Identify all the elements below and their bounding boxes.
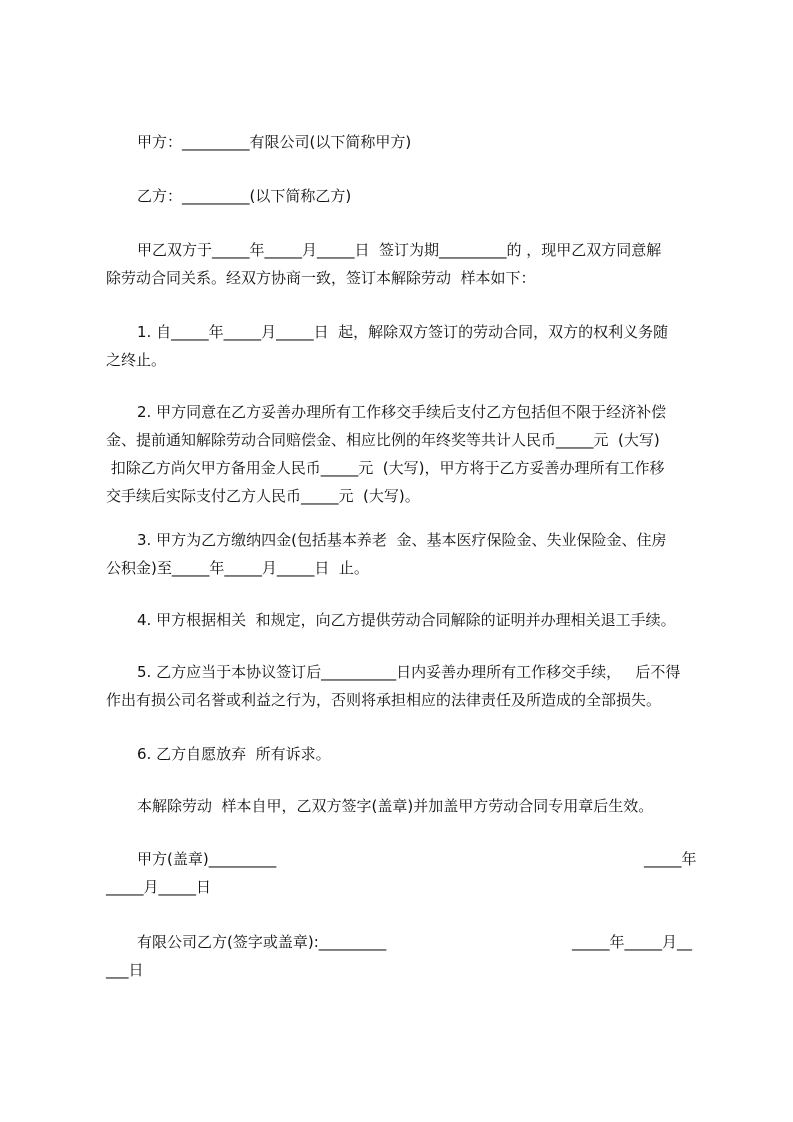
item4-line-1: 4. 甲方根据相关 和规定，向乙方提供劳动合同解除的证明并办理相关退工手续。 — [137, 611, 676, 629]
item1-line-2: 之终止。 — [106, 351, 167, 369]
party-b-line: 乙方：_________(以下简称乙方) — [137, 187, 352, 205]
party-a-line: 甲方：_________有限公司(以下简称甲方) — [137, 133, 412, 151]
sign-b-left: 有限公司乙方(签字或盖章):_________ — [137, 933, 387, 951]
sign-a-left: 甲方(盖章)_________ — [137, 850, 277, 868]
item5-line-2: 作出有损公司名誉或利益之行为，否则将承担相应的法律责任及所造成的全部损失。 — [106, 691, 662, 709]
intro-line-1: 甲乙双方于_____年_____月_____日 签订为期_________的 ，现甲乙双方同意解 — [137, 241, 662, 259]
item3-line-2: 公积金)至_____年_____月_____日 止。 — [106, 559, 369, 577]
item1-line-1: 1. 自_____年_____月_____日 起，解除双方签订的劳动合同，双方的权利义务随 — [137, 323, 669, 341]
sign-b-line-2: ___日 — [106, 961, 144, 979]
sign-b-right: _____年_____月__ — [572, 933, 693, 951]
item2-line-2: 金、提前通知解除劳动合同赔偿金、相应比例的年终奖等共计人民币_____元 (大写) — [106, 431, 660, 449]
item5-line-1: 5. 乙方应当于本协议签订后__________日内妥善办理所有工作移交手续， 后不得 — [137, 663, 681, 681]
sign-a-right: _____年 — [644, 850, 697, 868]
item3-line-1: 3. 甲方为乙方缴纳四金(包括基本养老 金、基本医疗保险金、失业保险金、住房 — [137, 531, 667, 549]
intro-line-2: 除劳动合同关系。经双方协商一致，签订本解除劳动 样本如下： — [106, 269, 536, 287]
sign-a-line-2: _____月_____日 — [106, 878, 212, 896]
item6-line-1: 6. 乙方自愿放弃 所有诉求。 — [137, 745, 331, 763]
item2-line-1: 2. 甲方同意在乙方妥善办理所有工作移交手续后支付乙方包括但不限于经济补偿 — [137, 403, 667, 421]
item2-line-4: 交手续后实际支付乙方人民币_____元 (大写)。 — [106, 487, 420, 505]
item2-line-3: 扣除乙方尚欠甲方备用金人民币_____元 (大写)，甲方将于乙方妥善办理所有工作移 — [106, 459, 665, 477]
effect-line: 本解除劳动 样本自甲，乙双方签字(盖章)并加盖甲方劳动合同专用章后生效。 — [137, 797, 654, 815]
